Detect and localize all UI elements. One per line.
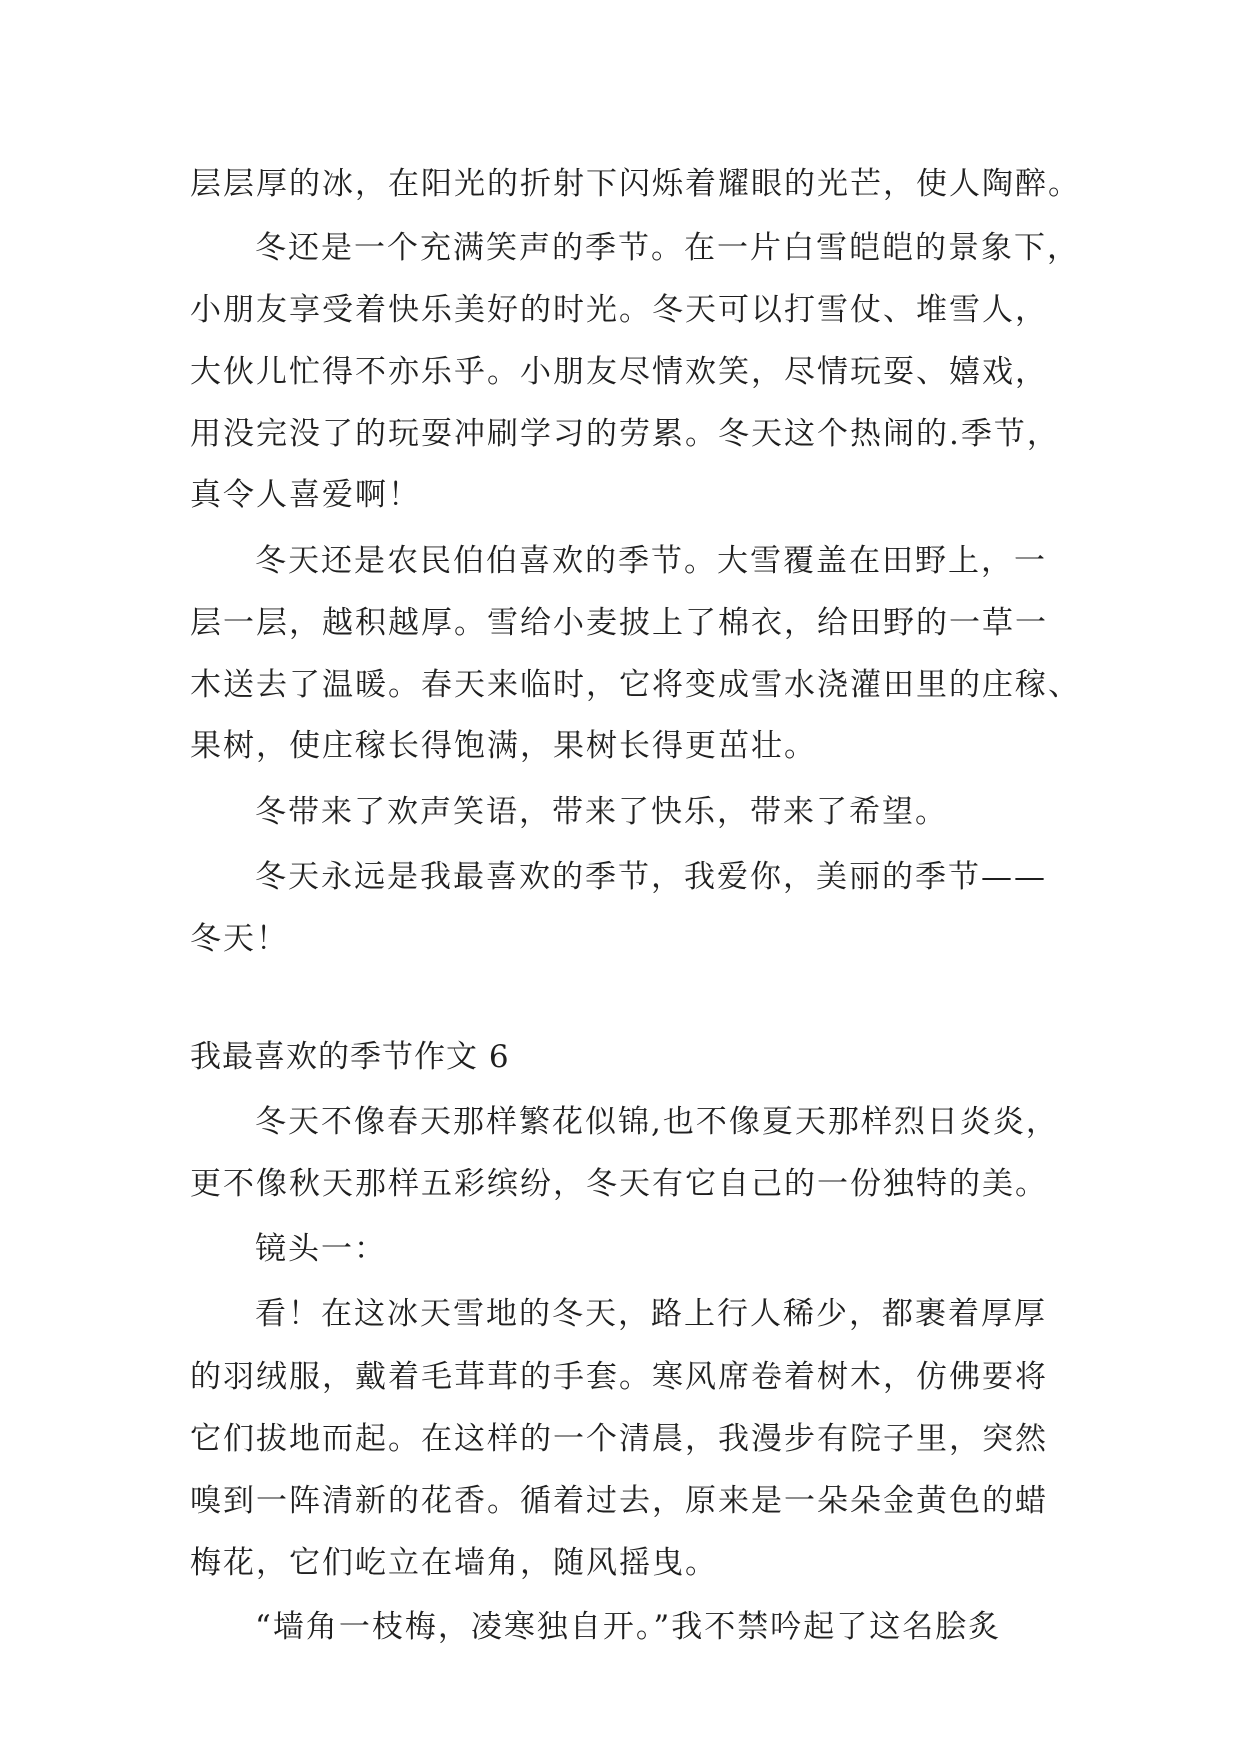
paragraph-line: 冬天不像春天那样繁花似锦,也不像夏天那样烈日炎炎， <box>255 1104 1059 1140</box>
paragraph-line: 用没完没了的玩耍冲刷学习的劳累。冬天这个热闹的.季节， <box>190 416 1060 452</box>
paragraph-line: 冬天！ <box>190 921 289 957</box>
paragraph-line: 冬还是一个充满笑声的季节。在一片白雪皑皑的景象下， <box>255 230 1080 266</box>
paragraph-line: 的羽绒服，戴着毛茸茸的手套。寒风席卷着树木，仿佛要将 <box>190 1359 1048 1395</box>
paragraph-line: 层层厚的冰，在阳光的折射下闪烁着耀眼的光芒，使人陶醉。 <box>190 166 1081 202</box>
paragraph-line: “墙角一枝梅，凌寒独自开。”我不禁吟起了这名脍炙 <box>255 1609 1002 1645</box>
paragraph-line: 真令人喜爱啊！ <box>190 477 421 513</box>
paragraph-line: 更不像秋天那样五彩缤纷，冬天有它自己的一份独特的美。 <box>190 1166 1048 1202</box>
paragraph-line: 大伙儿忙得不亦乐乎。小朋友尽情欢笑，尽情玩耍、嬉戏， <box>190 354 1048 390</box>
paragraph-line: 果树，使庄稼长得饱满，果树长得更茁壮。 <box>190 728 817 764</box>
paragraph-line: 它们拔地而起。在这样的一个清晨，我漫步有院子里，突然 <box>190 1421 1048 1457</box>
paragraph-line: 镜头一： <box>255 1231 387 1267</box>
paragraph-line: 冬带来了欢声笑语，带来了快乐，带来了希望。 <box>255 794 948 830</box>
paragraph-line: 嗅到一阵清新的花香。循着过去，原来是一朵朵金黄色的蜡 <box>190 1483 1048 1519</box>
paragraph-line: 冬天永远是我最喜欢的季节，我爱你，美丽的季节—— <box>255 859 1047 895</box>
paragraph-line: 小朋友享受着快乐美好的时光。冬天可以打雪仗、堆雪人， <box>190 292 1048 328</box>
paragraph-line: 梅花，它们屹立在墙角，随风摇曳。 <box>190 1545 718 1581</box>
paragraph-line: 冬天还是农民伯伯喜欢的季节。大雪覆盖在田野上，一 <box>255 543 1047 579</box>
section-title: 我最喜欢的季节作文 6 <box>190 1039 510 1075</box>
paragraph-line: 看！在这冰天雪地的冬天，路上行人稀少，都裹着厚厚 <box>255 1296 1047 1332</box>
paragraph-line: 木送去了温暖。春天来临时，它将变成雪水浇灌田里的庄稼、 <box>190 667 1081 703</box>
paragraph-line: 层一层，越积越厚。雪给小麦披上了棉衣，给田野的一草一 <box>190 605 1048 641</box>
